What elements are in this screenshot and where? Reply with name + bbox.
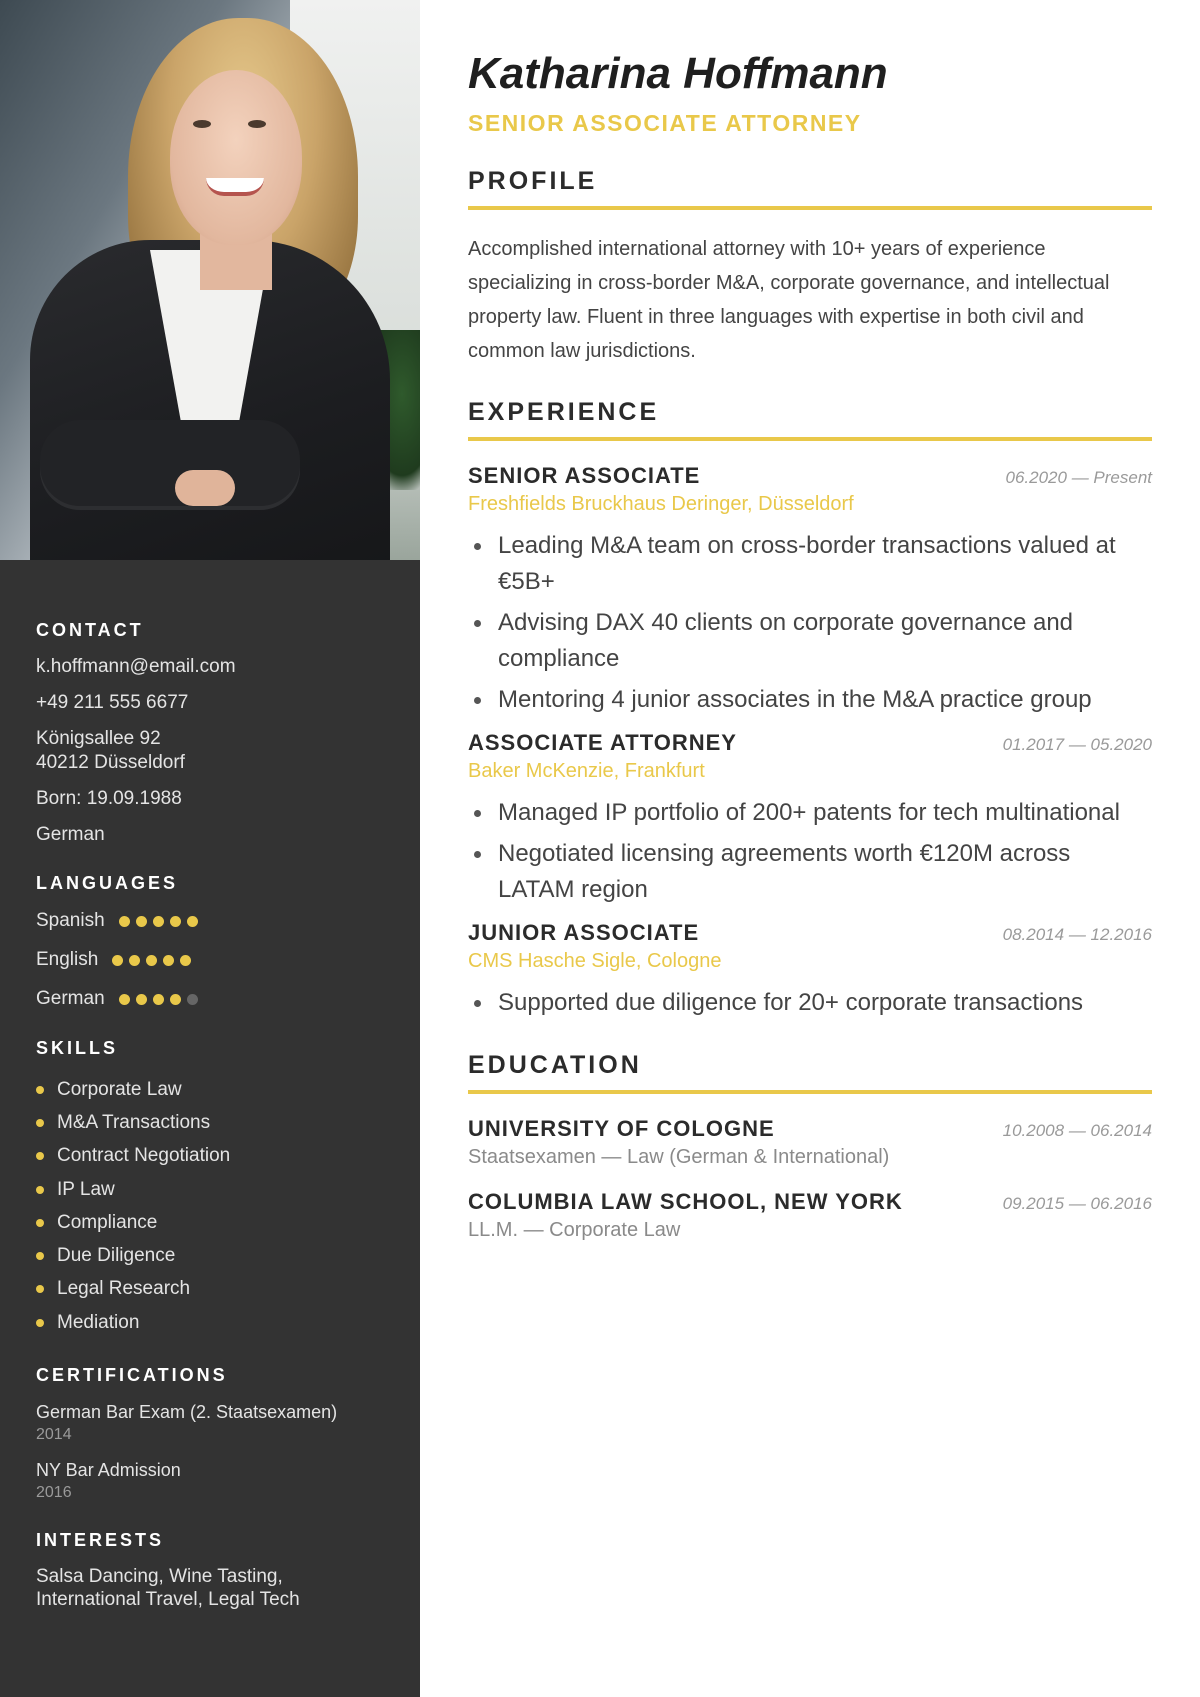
level-dot-icon xyxy=(119,994,130,1005)
contact-heading: CONTACT xyxy=(36,620,144,640)
certification-year: 2016 xyxy=(36,1484,72,1502)
language-item xyxy=(36,986,384,1012)
address-line-1: Königsallee 92 xyxy=(36,728,161,749)
bullet-dot-icon xyxy=(36,1119,44,1127)
certification-item xyxy=(36,1400,384,1446)
profile-photo xyxy=(0,0,420,560)
skill-item xyxy=(36,1273,384,1306)
job-bullet: Supported due diligence for 20+ corporate transactions xyxy=(468,985,1152,1021)
skill-item xyxy=(36,1306,384,1339)
experience-divider xyxy=(468,437,1152,441)
skills-list xyxy=(36,1073,384,1339)
languages-list xyxy=(36,908,384,1012)
skill-item xyxy=(36,1073,384,1106)
level-dot-icon xyxy=(170,916,181,927)
job-company: Baker McKenzie, Frankfurt xyxy=(468,760,705,782)
job-date: 01.2017 — 05.2020 xyxy=(1002,735,1152,754)
language-name: English xyxy=(36,949,99,970)
level-dot-icon xyxy=(146,955,157,966)
profile-heading: PROFILE xyxy=(468,167,598,195)
contact-address xyxy=(36,727,384,775)
language-level-dots xyxy=(119,994,198,1005)
skill-label: Legal Research xyxy=(57,1278,191,1300)
contact-section xyxy=(36,620,384,847)
education-section xyxy=(468,1051,1152,1242)
contact-nationality: German xyxy=(36,824,105,845)
job-company: CMS Hasche Sigle, Cologne xyxy=(468,950,722,972)
job-bullet: Negotiated licensing agreements worth €120M across LATAM region xyxy=(468,836,1152,908)
main-content xyxy=(420,0,1200,1697)
certifications-section xyxy=(36,1365,384,1504)
education-header xyxy=(468,1116,1152,1142)
level-dot-icon xyxy=(119,916,130,927)
education-degree: LL.M. — Corporate Law xyxy=(468,1219,681,1241)
language-level-dots xyxy=(119,916,198,927)
education-list xyxy=(468,1116,1152,1242)
skill-label: Compliance xyxy=(57,1211,158,1233)
education-degree: Staatsexamen — Law (German & International) xyxy=(468,1146,890,1168)
profile-section xyxy=(468,167,1152,368)
job-bullet: Advising DAX 40 clients on corporate governance and compliance xyxy=(468,605,1152,677)
language-item xyxy=(36,947,384,973)
job-header xyxy=(468,920,1152,946)
profile-text: Accomplished international attorney with 10+ years of experience specializing in cross-border M&A, corporate governance, and intellectual property law. Fluent in three languages with expertise in both civil and common law jurisdictions. xyxy=(468,238,1110,362)
experience-list xyxy=(468,463,1152,1021)
job-entry xyxy=(468,730,1152,908)
job-bullets xyxy=(468,985,1152,1021)
level-dot-icon xyxy=(163,955,174,966)
skill-label: Mediation xyxy=(57,1311,140,1333)
skill-label: IP Law xyxy=(57,1178,115,1200)
bullet-dot-icon xyxy=(36,1219,44,1227)
certifications-list xyxy=(36,1400,384,1504)
level-dot-icon xyxy=(187,994,198,1005)
contact-phone[interactable]: +49 211 555 6677 xyxy=(36,692,189,713)
skill-item xyxy=(36,1239,384,1272)
job-bullet: Mentoring 4 junior associates in the M&A practice group xyxy=(468,682,1152,718)
level-dot-icon xyxy=(170,994,181,1005)
level-dot-icon xyxy=(129,955,140,966)
education-heading: EDUCATION xyxy=(468,1051,642,1079)
education-date: 10.2008 — 06.2014 xyxy=(1002,1121,1152,1140)
interests-heading: INTERESTS xyxy=(36,1530,165,1551)
level-dot-icon xyxy=(153,916,164,927)
level-dot-icon xyxy=(136,994,147,1005)
skills-heading: SKILLS xyxy=(36,1038,119,1058)
bullet-dot-icon xyxy=(36,1086,44,1094)
education-school: UNIVERSITY OF COLOGNE xyxy=(468,1116,775,1141)
education-header xyxy=(468,1189,1152,1215)
education-entry xyxy=(468,1189,1152,1242)
certification-title: German Bar Exam (2. Staatsexamen) xyxy=(36,1402,338,1423)
job-bullets xyxy=(468,528,1152,718)
language-item xyxy=(36,908,384,934)
certification-title: NY Bar Admission xyxy=(36,1460,181,1481)
language-level-dots xyxy=(112,955,191,966)
skill-label: Due Diligence xyxy=(57,1245,176,1267)
level-dot-icon xyxy=(136,916,147,927)
languages-section xyxy=(36,873,384,1012)
skill-item xyxy=(36,1173,384,1206)
job-company: Freshfields Bruckhaus Deringer, Düsseldorf xyxy=(468,493,854,515)
interests-line-2: International Travel, Legal Tech xyxy=(36,1589,300,1611)
contact-born: Born: 19.09.1988 xyxy=(36,788,182,809)
bullet-dot-icon xyxy=(36,1285,44,1293)
level-dot-icon xyxy=(180,955,191,966)
level-dot-icon xyxy=(187,916,198,927)
level-dot-icon xyxy=(112,955,123,966)
skills-section xyxy=(36,1038,384,1339)
job-entry xyxy=(468,463,1152,718)
bullet-dot-icon xyxy=(36,1319,44,1327)
skill-item xyxy=(36,1140,384,1173)
experience-section xyxy=(468,398,1152,1021)
language-name: Spanish xyxy=(36,910,105,931)
level-dot-icon xyxy=(153,994,164,1005)
bullet-dot-icon xyxy=(36,1152,44,1160)
job-header xyxy=(468,463,1152,489)
interests-line-1: Salsa Dancing, Wine Tasting, xyxy=(36,1566,283,1588)
contact-email[interactable]: k.hoffmann@email.com xyxy=(36,656,236,677)
job-title: SENIOR ASSOCIATE xyxy=(468,463,701,488)
interests-section xyxy=(36,1530,384,1611)
skill-label: M&A Transactions xyxy=(57,1111,211,1133)
certification-item xyxy=(36,1458,384,1504)
skill-item xyxy=(36,1206,384,1239)
job-title-header: SENIOR ASSOCIATE ATTORNEY xyxy=(468,110,862,136)
sidebar xyxy=(0,0,420,1697)
certification-year: 2014 xyxy=(36,1426,72,1444)
language-name: German xyxy=(36,988,105,1009)
profile-divider xyxy=(468,206,1152,210)
languages-heading: LANGUAGES xyxy=(36,873,179,893)
bullet-dot-icon xyxy=(36,1252,44,1260)
job-title: ASSOCIATE ATTORNEY xyxy=(468,730,737,755)
certifications-heading: CERTIFICATIONS xyxy=(36,1365,228,1386)
skill-item xyxy=(36,1106,384,1139)
education-divider xyxy=(468,1090,1152,1094)
job-date: 06.2020 — Present xyxy=(1005,468,1152,487)
job-bullets xyxy=(468,795,1152,908)
job-bullet: Managed IP portfolio of 200+ patents for tech multinational xyxy=(468,795,1152,831)
interests-text xyxy=(36,1565,326,1611)
job-entry xyxy=(468,920,1152,1021)
education-entry xyxy=(468,1116,1152,1169)
education-school: COLUMBIA LAW SCHOOL, NEW YORK xyxy=(468,1189,903,1214)
address-line-2: 40212 Düsseldorf xyxy=(36,752,185,773)
person-name: Katharina Hoffmann xyxy=(468,49,888,98)
job-title: JUNIOR ASSOCIATE xyxy=(468,920,700,945)
experience-heading: EXPERIENCE xyxy=(468,398,660,426)
education-date: 09.2015 — 06.2016 xyxy=(1002,1194,1152,1213)
job-header xyxy=(468,730,1152,756)
job-date: 08.2014 — 12.2016 xyxy=(1002,925,1152,944)
skill-label: Contract Negotiation xyxy=(57,1145,231,1167)
job-bullet: Leading M&A team on cross-border transactions valued at €5B+ xyxy=(468,528,1152,600)
skill-label: Corporate Law xyxy=(57,1078,182,1100)
bullet-dot-icon xyxy=(36,1186,44,1194)
